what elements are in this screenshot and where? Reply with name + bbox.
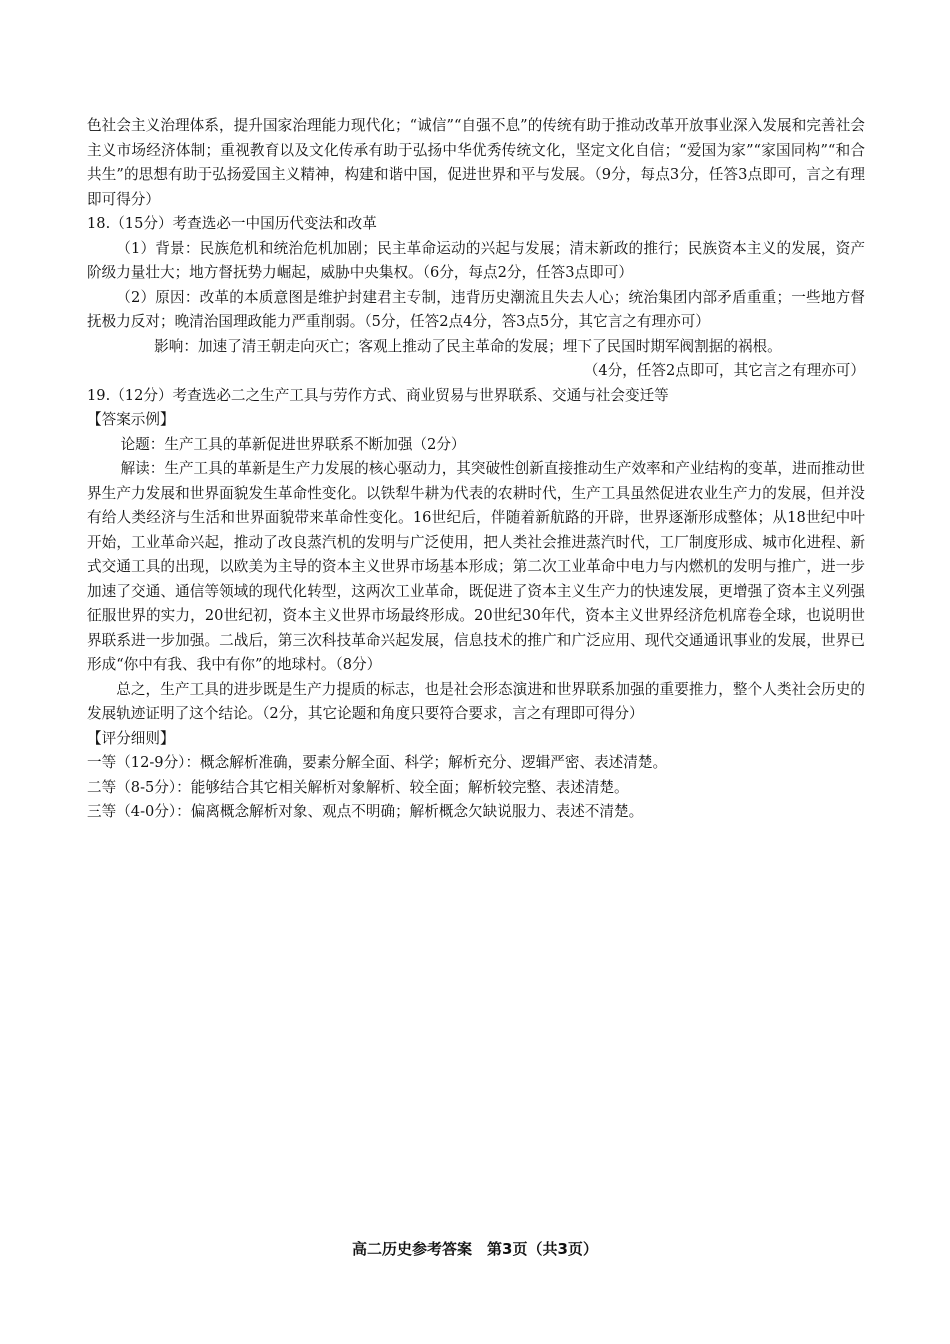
q19-example-label: 【答案示例】 — [87, 411, 175, 428]
q19-grade-1: 一等（12-9分）：概念解析准确，要素分解全面、科学；解析充分、逻辑严密、表述清楚。 — [87, 754, 668, 771]
q18-impact: 影响：加速了清王朝走向灭亡；客观上推动了民主革命的发展；埋下了民国时期军阀割据的祸根。 — [154, 337, 782, 355]
page-footer: 高二历史参考答案 第3页（共3页） — [352, 1240, 598, 1258]
q19-rubric-label: 【评分细则】 — [87, 729, 175, 747]
q19-heading: 19.（12分）考查选必二之生产工具与劳作方式、商业贸易与世界联系、交通与社会变迁等 — [87, 386, 669, 404]
q18-impact-score: （4分，任答2点即可，其它言之有理亦可） — [583, 362, 865, 379]
q19-summary: 总之，生产工具的进步既是生产力提质的标志，也是社会形态演进和世界联系加强的重要推力，整个人类社会历史的发展轨迹证明了这个结论。（2分，其它论题和角度只要符合要求，言之有理即可得分） — [87, 680, 865, 722]
q17-continuation: 色社会主义治理体系，提升国家治理能力现代化；“诚信”“自强不息”的传统有助于推动改革开放事业深入发展和完善社会主义市场经济体制；重视教育以及文化传承有助于弘扬中华优秀传统文化，坚定文化自信；“爱国为家”“家国同构”“和合共生”的思想有助于弘扬爱国主义精神，构建和谐中国，促进世界和平与发展。（9分，每点3分，任答3点即可，言之有理即可得分） — [87, 117, 865, 208]
q18-heading: 18.（15分）考查选必一中国历代变法和改革 — [87, 215, 377, 232]
answer-page-body — [87, 114, 865, 825]
q18-background: （1）背景：民族危机和统治危机加剧；民主革命运动的兴起与发展；清末新政的推行；民族资本主义的发展，资产阶级力量壮大；地方督抚势力崛起，威胁中央集权。（6分，每点2分，任答3点即可） — [87, 239, 865, 281]
q19-explanation: 解读：生产工具的革新是生产力发展的核心驱动力，其突破性创新直接推动生产效率和产业结构的变革，进而推动世界生产力发展和世界面貌发生革命性变化。以铁犁牛耕为代表的农耕时代，生产工具虽然促进农业生产力的发展，但并没有给人类经济与生活和世界面貌带来革命性变化。16世纪后，伴随着新航路的开辟，世界逐渐形成整体；从18世纪中叶开始，工业革命兴起，推动了改良蒸汽机的发明与广泛使用，把人类社会推进蒸汽时代，工厂制度形成、城市化进程、新式交通工具的出现，以欧美为主导的资本主义世界市场基本形成；第二次工业革命中电力与内燃机的发明与推广，进一步加速了交通、通信等领域的现代化转型，这两次工业革命，既促进了资本主义生产力的快速发展，更增强了资本主义列强征服世界的实力，20世纪初，资本主义世界市场最终形成。20世纪30年代，资本主义世界经济危机席卷全球，也说明世界联系进一步加强。二战后，第三次科技革命兴起发展，信息技术的推广和广泛应用、现代交通通讯事业的发展，世界已形成“你中有我、我中有你”的地球村。（8分） — [87, 460, 865, 673]
q19-grade-2: 二等（8-5分）：能够结合其它相关解析对象解析、较全面；解析较完整、表述清楚。 — [87, 778, 629, 796]
q19-thesis: 论题：生产工具的革新促进世界联系不断加强（2分） — [120, 435, 466, 453]
q19-grade-3: 三等（4-0分）：偏离概念解析对象、观点不明确；解析概念欠缺说服力、表述不清楚。 — [87, 803, 644, 820]
q18-reason: （2）原因：改革的本质意图是维护封建君主专制，违背历史潮流且失去人心；统治集团内部矛盾重重；一些地方督抚极力反对；晚清治国理政能力严重削弱。（5分，任答2点4分，答3点5分，其它言之有理亦可） — [87, 288, 865, 330]
